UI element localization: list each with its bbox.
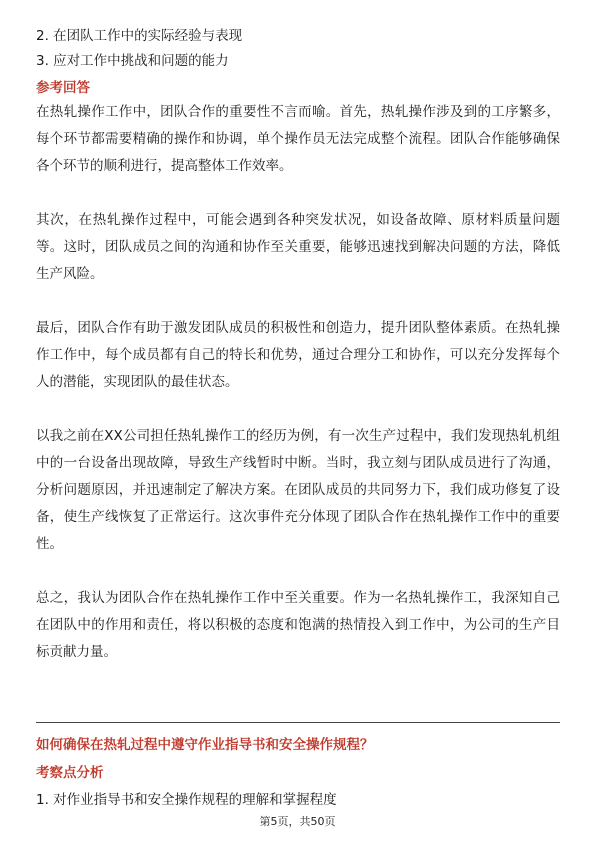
next-question-section — [36, 734, 560, 812]
answer-paragraph-2: 其次，在热轧操作过程中，可能会遇到各种突发状况，如设备故障、原材料质量问题等。这时，团队成员之间的沟通和协作至关重要，能够迅速找到解决问题的方法，降低生产风险。 — [36, 212, 560, 282]
answer-paragraph-5: 总之，我认为团队合作在热轧操作工作中至关重要。作为一名热轧操作工，我深知自己在团队中的作用和责任，将以积极的态度和饱满的热情投入到工作中，为公司的生产目标贡献力量。 — [36, 590, 560, 660]
list-item: 1. 对作业指导书和安全操作规程的理解和掌握程度 — [36, 792, 337, 808]
analysis-heading: 考察点分析 — [36, 765, 104, 781]
question-title: 如何确保在热轧过程中遵守作业指导书和安全操作规程？ — [36, 737, 374, 753]
section-divider — [36, 722, 560, 723]
answer-paragraph-1: 在热轧操作工作中，团队合作的重要性不言而喻。首先，热轧操作涉及到的工序繁多，每个环节都需要精确的操作和协调，单个操作员无法完成整个流程。团队合作能够确保各个环节的顺利进行，提高整体工作效率。 — [36, 104, 560, 174]
list-item: 3. 应对工作中挑战和问题的能力 — [36, 53, 229, 69]
answer-paragraph-3: 最后，团队合作有助于激发团队成员的积极性和创造力，提升团队整体素质。在热轧操作工作中，每个成员都有自己的特长和优势，通过合理分工和协作，可以充分发挥每个人的潜能，实现团队的最佳状态。 — [36, 320, 560, 390]
page-number: 第5页，共50页 — [259, 815, 336, 828]
list-item: 2. 在团队工作中的实际经验与表现 — [36, 28, 243, 44]
answer-heading: 参考回答 — [36, 80, 90, 96]
answer-section — [36, 24, 560, 666]
answer-paragraph-4: 以我之前在XX公司担任热轧操作工的经历为例，有一次生产过程中，我们发现热轧机组中的一台设备出现故障，导致生产线暂时中断。当时，我立刻与团队成员进行了沟通，分析问题原因，并迅速制定了解决方案。在团队成员的共同努力下，我们成功修复了设备，使生产线恢复了正常运行。这次事件充分体现了团队合作在热轧操作工作中的重要性。 — [36, 428, 560, 552]
